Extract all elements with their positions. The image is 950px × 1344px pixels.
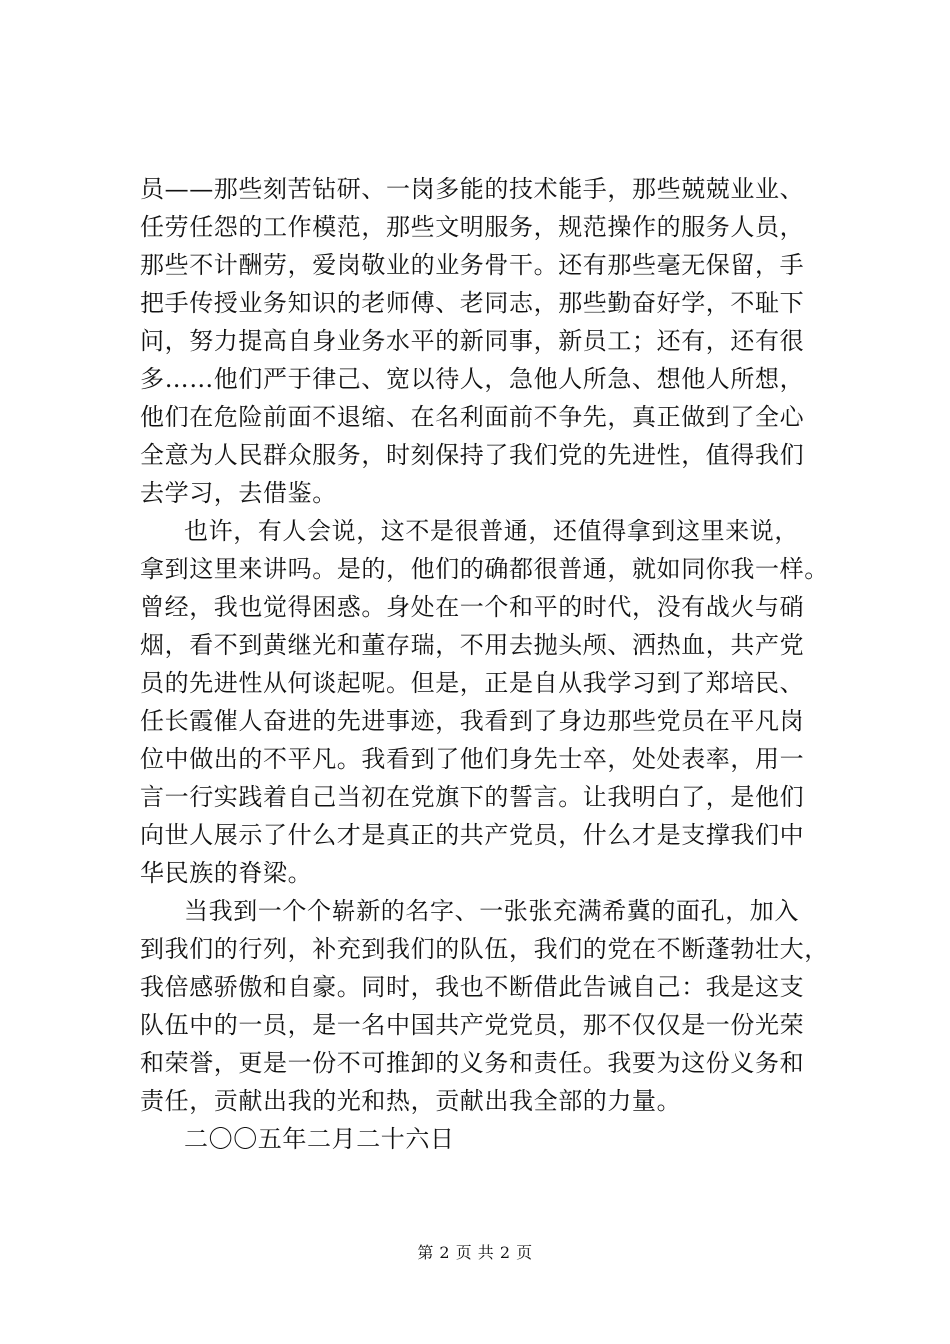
text-line: 队伍中的一员，是一名中国共产党党员，那不仅仅是一份光荣 [140, 1011, 805, 1039]
document-body [140, 170, 840, 1158]
text-line: 把手传授业务知识的老师傅、老同志，那些勤奋好学，不耻下 [140, 289, 805, 317]
text-line: 曾经，我也觉得困惑。身处在一个和平的时代，没有战火与硝 [140, 593, 805, 621]
text-line: 言一行实践着自己当初在党旗下的誓言。让我明白了，是他们 [140, 783, 805, 811]
paragraph [140, 170, 840, 512]
text-line: 向世人展示了什么才是真正的共产党员，什么才是支撑我们中 [140, 821, 805, 849]
text-line: 到我们的行列，补充到我们的队伍，我们的党在不断蓬勃壮大， [140, 935, 829, 963]
text-line: 位中做出的不平凡。我看到了他们身先士卒，处处表率，用一 [140, 745, 805, 773]
text-line: 也许，有人会说，这不是很普通，还值得拿到这里来说， [184, 517, 799, 545]
text-line: 当我到一个个崭新的名字、一张张充满希冀的面孔，加入 [184, 897, 799, 925]
text-line: 任长霞催人奋进的先进事迹，我看到了身边那些党员在平凡岗 [140, 707, 805, 735]
page-footer: 第 2 页 共 2 页 [417, 1243, 533, 1262]
text-line: 二〇〇五年二月二十六日 [184, 1125, 455, 1153]
text-line: 全意为人民群众服务，时刻保持了我们党的先进性，值得我们 [140, 441, 805, 469]
text-line: 我倍感骄傲和自豪。同时，我也不断借此告诫自己：我是这支 [140, 973, 805, 1001]
paragraph [140, 892, 840, 1120]
text-line: 问，努力提高自身业务水平的新同事，新员工；还有，还有很 [140, 327, 805, 355]
text-line: 他们在危险前面不退缩、在名利面前不争先，真正做到了全心 [140, 403, 805, 431]
text-line: 拿到这里来讲吗。是的，他们的确都很普通，就如同你我一样。 [140, 555, 829, 583]
text-line: 去学习，去借鉴。 [140, 479, 337, 507]
paragraph [140, 1120, 840, 1158]
text-line: 多……他们严于律己、宽以待人，急他人所急、想他人所想， [140, 365, 805, 393]
paragraph [140, 512, 840, 892]
text-line: 和荣誉，更是一份不可推卸的义务和责任。我要为这份义务和 [140, 1049, 805, 1077]
text-line: 责任，贡献出我的光和热，贡献出我全部的力量。 [140, 1087, 682, 1115]
text-line: 烟，看不到黄继光和董存瑞，不用去抛头颅、洒热血，共产党 [140, 631, 805, 659]
text-line: 员——那些刻苦钻研、一岗多能的技术能手，那些兢兢业业、 [140, 175, 805, 203]
text-line: 华民族的脊梁。 [140, 859, 313, 887]
text-line: 那些不计酬劳，爱岗敬业的业务骨干。还有那些毫无保留，手 [140, 251, 805, 279]
text-line: 员的先进性从何谈起呢。但是，正是自从我学习到了郑培民、 [140, 669, 805, 697]
text-line: 任劳任怨的工作模范，那些文明服务，规范操作的服务人员， [140, 213, 805, 241]
